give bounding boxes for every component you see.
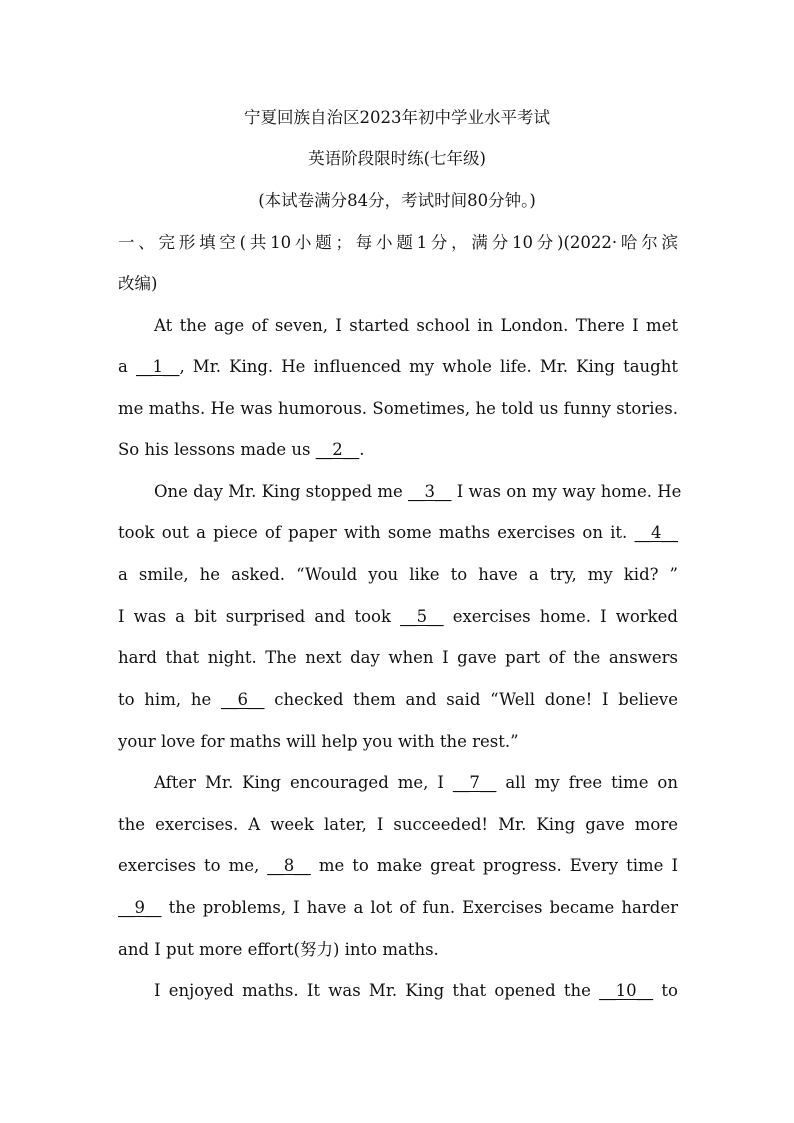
text: the problems, I have a lot of fun. Exercises became harder [161,898,678,917]
passage-line: hard that night. The next day when I gave part of the answers [118,648,678,667]
blank-5: __5__ [400,607,444,626]
text: I was on my way home. He [451,482,682,501]
text: I was a bit surprised and took [118,607,401,626]
passage-line [154,775,678,792]
passage-line [154,482,682,501]
exam-note: (本试卷满分84分，考试时间80分钟。) [258,191,536,210]
passage-line [118,359,678,376]
exam-subtitle: 英语阶段限时练(七年级) [308,149,486,168]
passage-line: At the age of seven, I started school in London. There I met [154,316,678,335]
section-heading-cont: 改编) [118,274,158,293]
text: a [118,357,136,376]
exam-title: 宁夏回族自治区2023年初中学业水平考试 [244,108,550,127]
text: After Mr. King encouraged me, I [154,773,453,792]
passage-line [154,983,678,1000]
passage-line: a smile, he asked. “Would you like to have a try, my kid? ” [118,565,678,584]
blank-8: __8__ [267,856,311,875]
text: So his lessons made us [118,440,316,459]
text: to him, he [118,690,221,709]
text: . [359,440,365,459]
text: to [653,981,678,1000]
section-heading: 一、完形填空(共10小题；每小题1分，满分10分)(2022·哈尔滨 [118,233,678,252]
blank-2: __2__ [315,440,360,459]
text: me to make great progress. Every time I [310,856,678,875]
text: exercises to me, [118,856,268,875]
text: , Mr. King. He influenced my whole life. Mr. King taught [179,357,678,376]
blank-10: __10__ [599,981,654,1000]
passage-line [118,858,678,875]
text: One day Mr. King stopped me [154,482,409,501]
text: checked them and said “Well done! I believe [264,690,678,709]
text: I enjoyed maths. It was Mr. King that opened the [154,981,600,1000]
passage-line: your love for maths will help you with the rest.” [118,732,519,751]
text: took out a piece of paper with some maths exercises on it. [118,523,635,542]
blank-9: __9__ [118,898,162,917]
passage-line [118,900,678,917]
passage-line [118,442,678,459]
passage-line [118,525,678,542]
passage-line: the exercises. A week later, I succeeded! Mr. King gave more [118,815,678,834]
passage-line [118,609,678,626]
passage-line: and I put more effort(努力) into maths. [118,940,439,959]
blank-6: __6__ [220,690,265,709]
blank-1: __1__ [135,357,180,376]
passage-line [118,692,678,709]
blank-4: __4__ [634,523,678,542]
text: exercises home. I worked [443,607,678,626]
passage-line: me maths. He was humorous. Sometimes, he told us funny stories. [118,399,678,418]
text: all my free time on [496,773,678,792]
blank-3: __3__ [408,482,452,501]
blank-7: __7__ [452,773,497,792]
